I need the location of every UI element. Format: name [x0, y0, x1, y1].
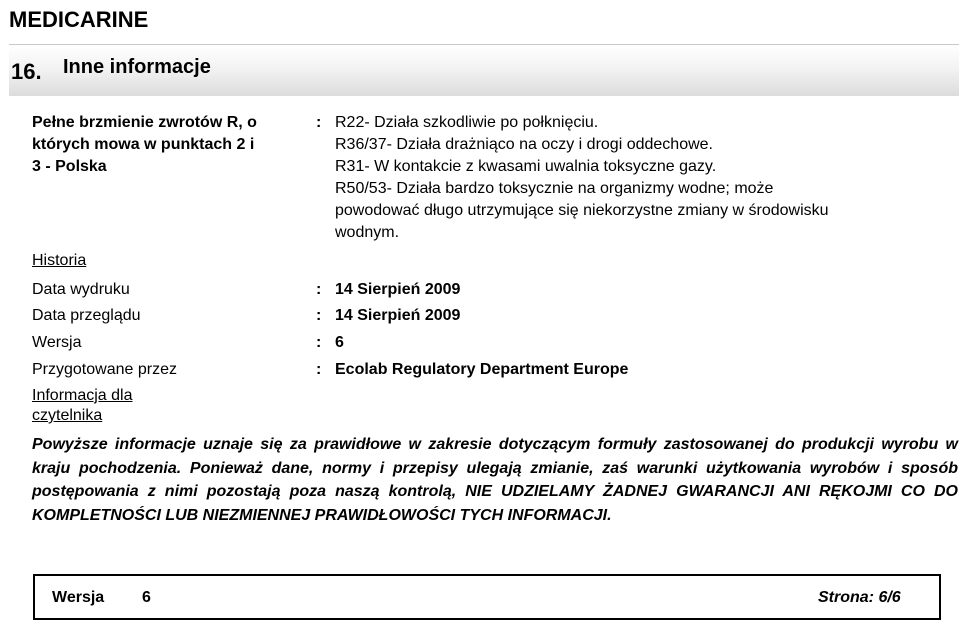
footer-version-value: 6: [142, 589, 151, 606]
r-phrase-line: powodować długo utrzymujące się niekorzystne zmiany w środowisku: [335, 202, 829, 219]
version-label: Wersja: [32, 334, 82, 351]
reader-info-heading-line-2: czytelnika: [32, 407, 103, 424]
review-date-value: 14 Sierpień 2009: [335, 307, 461, 324]
prepared-by-colon: :: [316, 361, 322, 378]
r-phrases-label-line-1: Pełne brzmienie zwrotów R, o: [32, 114, 257, 131]
footer-page-number: Strona: 6/6: [818, 589, 901, 606]
prepared-by-label: Przygotowane przez: [32, 361, 177, 378]
version-colon: :: [316, 334, 322, 351]
footer-version-label: Wersja: [52, 589, 105, 606]
version-value: 6: [335, 334, 344, 351]
r-phrase-line: wodnym.: [335, 224, 400, 241]
history-heading: Historia: [32, 252, 87, 269]
r-phrase-line: R22- Działa szkodliwie po połknięciu.: [335, 114, 599, 131]
section-title: Inne informacje: [63, 56, 211, 78]
prepared-by-value: Ecolab Regulatory Department Europe: [335, 361, 629, 378]
r-phrases-colon: :: [316, 114, 322, 131]
r-phrases-label-line-2: których mowa w punktach 2 i: [32, 136, 255, 153]
reader-info-heading-line-1: Informacja dla: [32, 387, 133, 404]
print-date-colon: :: [316, 281, 322, 298]
r-phrase-line: R31- W kontakcie z kwasami uwalnia toksyczne gazy.: [335, 158, 717, 175]
review-date-colon: :: [316, 307, 322, 324]
section-number: 16.: [11, 59, 42, 84]
r-phrase-line: R36/37- Działa drażniąco na oczy i drogi oddechowe.: [335, 136, 713, 153]
print-date-value: 14 Sierpień 2009: [335, 281, 461, 298]
r-phrase-line: R50/53- Działa bardzo toksycznie na organizmy wodne; może: [335, 180, 774, 197]
print-date-label: Data wydruku: [32, 281, 130, 298]
review-date-label: Data przeglądu: [32, 307, 141, 324]
product-name: MEDICARINE: [9, 7, 149, 32]
disclaimer-text: Powyższe informacje uznaje się za prawidłowe w zakresie dotyczącym formuły zastosowanej do produkcji wyrobu w kraju pochodzenia. Ponieważ dane, normy i przepisy ulegają zmianie, zaś warunki użytkowania wyrobów i sposób postępowania z nimi pozostają poza naszą kontrolą, NIE UDZIELAMY ŻADNEJ GWARANCJI ANI RĘKOJMI CO DO KOMPLETNOŚCI LUB NIEZMIENNEJ PRAWIDŁOWOŚCI TYCH INFORMACJI.: [32, 436, 958, 524]
r-phrases-label-line-3: 3 - Polska: [32, 158, 107, 175]
footer-box: [33, 574, 941, 620]
